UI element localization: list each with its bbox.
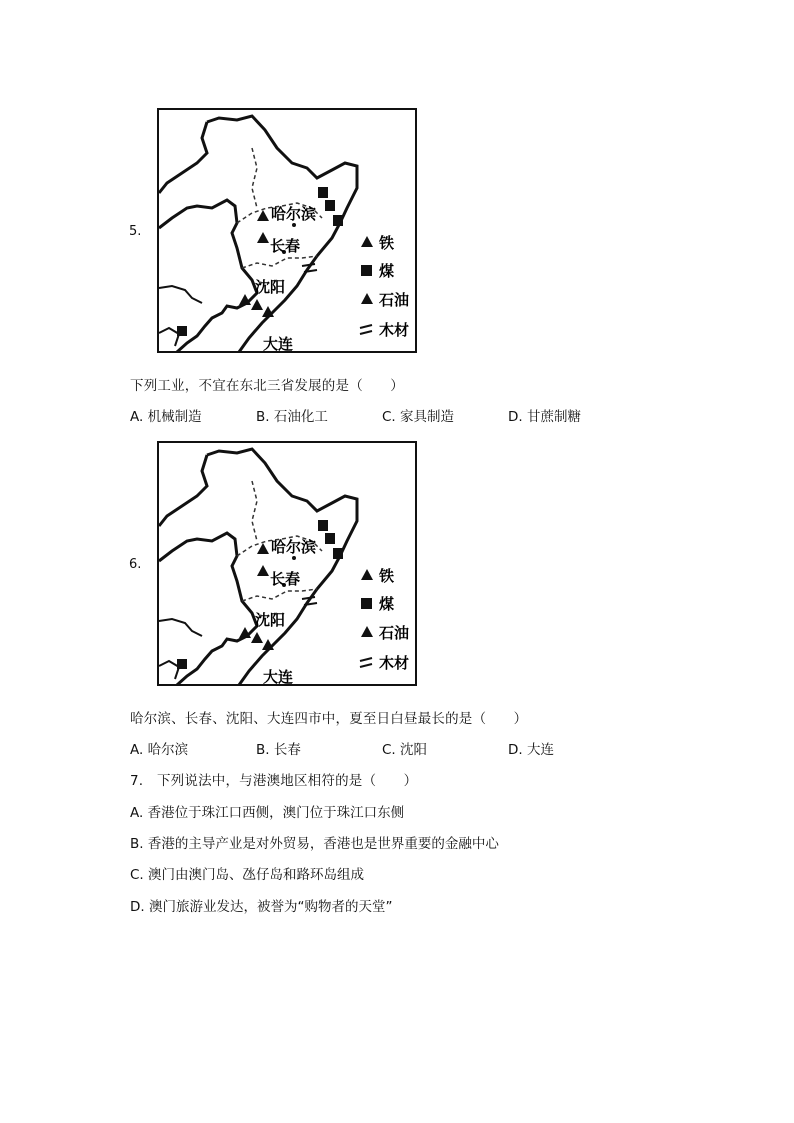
northeast-china-map (157, 441, 417, 686)
northeast-china-map (157, 108, 417, 353)
question-5-stem: 下列工业，不宜在东北三省发展的是（ ） (130, 378, 404, 394)
legend-coal-label: 煤 (379, 595, 395, 613)
legend-iron-label: 铁 (379, 234, 395, 252)
coal-symbol (318, 520, 328, 531)
question-7-option-d[interactable]: D. 澳门旅游业发达，被誉为“购物者的天堂” (130, 899, 393, 915)
legend-timber-label: 木材 (379, 321, 410, 339)
harbin-dot (292, 223, 296, 227)
legend-coal-label: 煤 (379, 262, 395, 280)
city-shenyang: 沈阳 (255, 611, 286, 629)
coal-symbol (177, 326, 187, 336)
coal-symbol (325, 533, 335, 544)
question-6-option-d[interactable]: D. 大连 (508, 742, 554, 758)
question-7-option-a[interactable]: A. 香港位于珠江口西侧，澳门位于珠江口东侧 (130, 805, 405, 821)
coal-symbol (325, 200, 335, 211)
question-6-option-a[interactable]: A. 哈尔滨 (130, 742, 189, 758)
city-shenyang: 沈阳 (255, 278, 286, 296)
question-6-option-c[interactable]: C. 沈阳 (382, 742, 428, 758)
coal-symbol (318, 187, 328, 198)
question-6-option-b[interactable]: B. 长春 (256, 742, 301, 758)
harbin-dot (292, 556, 296, 560)
city-harbin: 哈尔滨 (271, 538, 317, 556)
question-6-map (157, 441, 417, 686)
question-7-stem: 7. 下列说法中，与港澳地区相符的是（ ） (130, 773, 418, 789)
question-6-stem: 哈尔滨、长春、沈阳、大连四市中，夏至日白昼最长的是（ ） (130, 711, 528, 727)
question-5-map (157, 108, 417, 353)
question-7-option-c[interactable]: C. 澳门由澳门岛、氹仔岛和路环岛组成 (130, 867, 365, 883)
question-5-number: 5. (129, 224, 142, 239)
question-5-option-b[interactable]: B. 石油化工 (256, 409, 328, 425)
city-dalian: 大连 (263, 668, 294, 686)
city-changchun: 长春 (270, 237, 301, 255)
city-changchun: 长春 (270, 570, 301, 588)
legend-oil-label: 石油 (379, 624, 410, 642)
question-5-option-c[interactable]: C. 家具制造 (382, 409, 455, 425)
coal-symbol (333, 548, 343, 559)
legend-coal-icon (361, 265, 372, 276)
city-dalian: 大连 (263, 335, 294, 353)
question-7-option-b[interactable]: B. 香港的主导产业是对外贸易，香港也是世界重要的金融中心 (130, 836, 499, 852)
legend-coal-icon (361, 598, 372, 609)
city-harbin: 哈尔滨 (271, 205, 317, 223)
coal-symbol (333, 215, 343, 226)
legend-iron-label: 铁 (379, 567, 395, 585)
legend-timber-label: 木材 (379, 654, 410, 672)
coal-symbol (177, 659, 187, 669)
legend-oil-label: 石油 (379, 291, 410, 309)
question-5-option-d[interactable]: D. 甘蔗制糖 (508, 409, 581, 425)
question-6-number: 6. (129, 557, 142, 572)
question-5-option-a[interactable]: A. 机械制造 (130, 409, 202, 425)
